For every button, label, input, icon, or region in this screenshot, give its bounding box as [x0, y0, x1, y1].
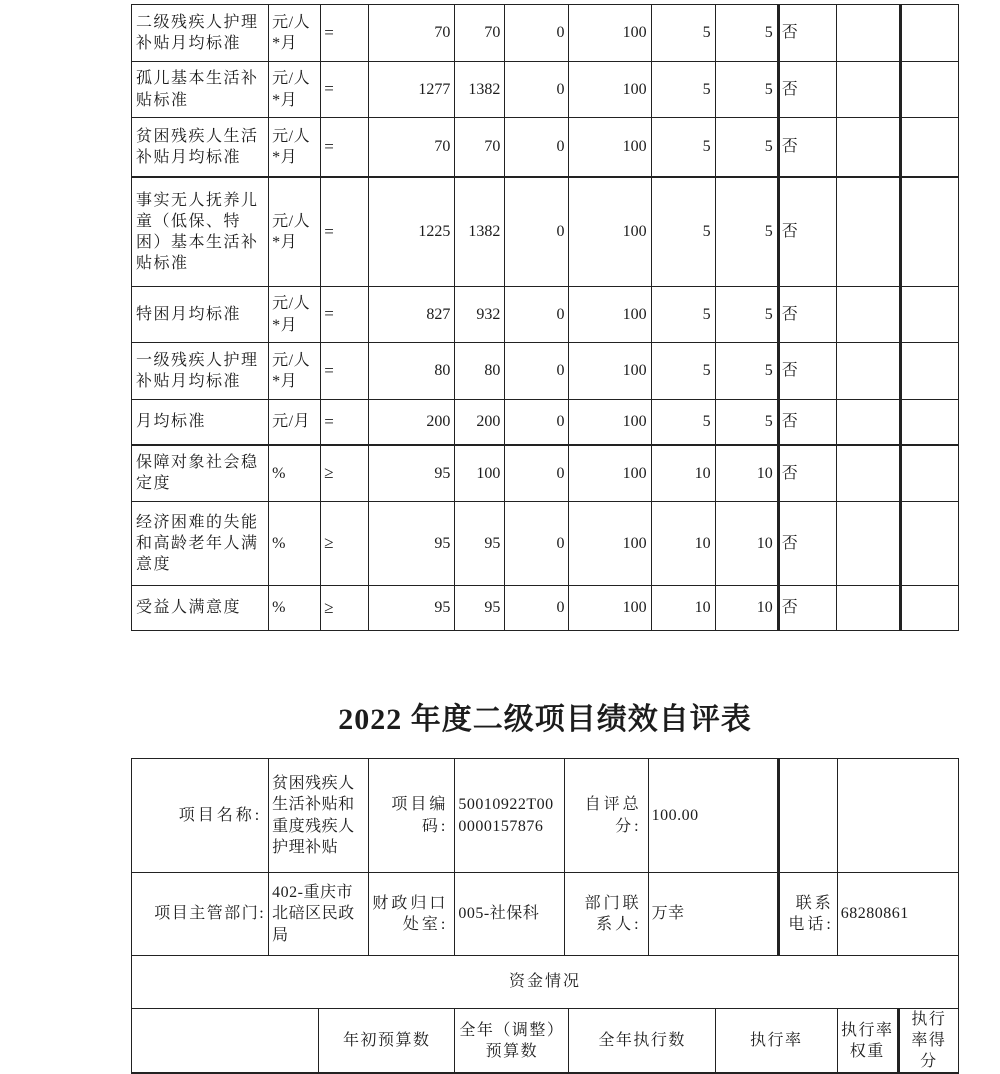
project-name-value: 贫困残疾人生活补贴和重度残疾人护理补贴 — [269, 759, 369, 873]
indicator-target-value: 1225 — [369, 177, 455, 287]
indicator-weight: 5 — [651, 287, 715, 343]
indicator-deviation: 0 — [505, 445, 569, 502]
indicator-completion-rate: 100 — [569, 287, 651, 343]
indicator-score: 5 — [715, 62, 778, 118]
empty-cell — [836, 118, 900, 177]
indicator-score: 5 — [715, 5, 778, 62]
indicator-weight: 5 — [651, 118, 715, 177]
project-name-row — [132, 759, 959, 873]
indicator-completion-rate: 100 — [569, 400, 651, 445]
indicator-name: 经济困难的失能和高龄老年人满意度 — [132, 502, 269, 586]
indicator-score: 10 — [715, 445, 778, 502]
indicator-score: 10 — [715, 586, 778, 631]
indicator-target-value: 1277 — [369, 62, 455, 118]
empty-cell — [836, 177, 900, 287]
indicator-row — [132, 343, 959, 400]
indicator-name: 事实无人抚养儿童（低保、特困）基本生活补贴标准 — [132, 177, 269, 287]
indicator-unit: 元/人*月 — [269, 177, 321, 287]
project-name-label: 项目名称: — [132, 759, 269, 873]
indicator-weight: 10 — [651, 445, 715, 502]
indicator-name: 受益人满意度 — [132, 586, 269, 631]
indicator-comparator: ≥ — [321, 445, 369, 502]
indicator-comparator: ≥ — [321, 586, 369, 631]
indicator-actual-value: 1382 — [455, 62, 505, 118]
indicator-deviation: 0 — [505, 343, 569, 400]
project-table — [131, 758, 959, 1074]
indicator-name: 贫困残疾人生活补贴月均标准 — [132, 118, 269, 177]
indicator-target-value: 827 — [369, 287, 455, 343]
page-title: 2022 年度二级项目绩效自评表 — [338, 703, 752, 736]
indicator-completion-rate: 100 — [569, 445, 651, 502]
indicator-target-value: 200 — [369, 400, 455, 445]
indicator-flag: 否 — [778, 400, 836, 445]
indicator-row — [132, 177, 959, 287]
indicator-unit: % — [269, 502, 321, 586]
indicator-table — [131, 4, 959, 631]
indicator-unit: 元/人*月 — [269, 287, 321, 343]
project-dept-row — [132, 873, 959, 956]
indicator-deviation: 0 — [505, 287, 569, 343]
indicator-row — [132, 502, 959, 586]
indicator-row — [132, 62, 959, 118]
indicator-row — [132, 5, 959, 62]
empty-cell — [836, 502, 900, 586]
indicator-comparator: = — [321, 400, 369, 445]
indicator-unit: % — [269, 586, 321, 631]
phone-value: 68280861 — [837, 873, 958, 956]
dept-label: 项目主管部门: — [132, 873, 269, 956]
empty-cell — [900, 445, 958, 502]
indicator-deviation: 0 — [505, 118, 569, 177]
empty-cell — [836, 343, 900, 400]
empty-cell — [900, 287, 958, 343]
indicator-flag: 否 — [778, 445, 836, 502]
indicator-unit: 元/人*月 — [269, 5, 321, 62]
indicator-target-value: 95 — [369, 586, 455, 631]
indicator-deviation: 0 — [505, 586, 569, 631]
self-score-value: 100.00 — [648, 759, 778, 873]
indicator-completion-rate: 100 — [569, 586, 651, 631]
indicator-actual-value: 70 — [455, 118, 505, 177]
fund-header-execution-rate-weight: 执行率权重 — [837, 1009, 898, 1074]
indicator-name: 二级残疾人护理补贴月均标准 — [132, 5, 269, 62]
indicator-flag: 否 — [778, 118, 836, 177]
indicator-target-value: 95 — [369, 502, 455, 586]
indicator-name: 孤儿基本生活补贴标准 — [132, 62, 269, 118]
indicator-actual-value: 1382 — [455, 177, 505, 287]
indicator-weight: 5 — [651, 400, 715, 445]
indicator-name: 保障对象社会稳定度 — [132, 445, 269, 502]
indicator-completion-rate: 100 — [569, 343, 651, 400]
indicator-unit: 元/人*月 — [269, 343, 321, 400]
indicator-comparator: = — [321, 5, 369, 62]
empty-cell — [837, 759, 958, 873]
indicator-actual-value: 70 — [455, 5, 505, 62]
indicator-flag: 否 — [778, 177, 836, 287]
indicator-completion-rate: 100 — [569, 502, 651, 586]
indicator-unit: 元/人*月 — [269, 62, 321, 118]
empty-cell — [900, 5, 958, 62]
empty-cell — [836, 400, 900, 445]
indicator-deviation: 0 — [505, 400, 569, 445]
indicator-score: 5 — [715, 343, 778, 400]
empty-cell — [132, 1009, 319, 1074]
indicator-unit: 元/月 — [269, 400, 321, 445]
project-code-label: 项目编码: — [369, 759, 455, 873]
finance-office-label: 财政归口处室: — [369, 873, 455, 956]
indicator-flag: 否 — [778, 62, 836, 118]
empty-cell — [836, 586, 900, 631]
indicator-row — [132, 400, 959, 445]
indicator-completion-rate: 100 — [569, 62, 651, 118]
funds-section-title: 资金情况 — [132, 956, 959, 1009]
empty-cell — [836, 62, 900, 118]
self-score-label: 自评总分: — [565, 759, 648, 873]
indicator-score: 5 — [715, 177, 778, 287]
indicator-deviation: 0 — [505, 5, 569, 62]
indicator-unit: % — [269, 445, 321, 502]
empty-cell — [900, 400, 958, 445]
indicator-name: 月均标准 — [132, 400, 269, 445]
indicator-score: 5 — [715, 118, 778, 177]
contact-label: 部门联系人: — [565, 873, 648, 956]
indicator-comparator: = — [321, 62, 369, 118]
indicator-target-value: 70 — [369, 5, 455, 62]
indicator-score: 10 — [715, 502, 778, 586]
indicator-row — [132, 445, 959, 502]
indicator-completion-rate: 100 — [569, 5, 651, 62]
contact-value: 万幸 — [648, 873, 778, 956]
indicator-target-value: 80 — [369, 343, 455, 400]
dept-value: 402-重庆市北碚区民政局 — [269, 873, 369, 956]
empty-cell — [836, 445, 900, 502]
indicator-deviation: 0 — [505, 177, 569, 287]
indicator-completion-rate: 100 — [569, 118, 651, 177]
empty-cell — [900, 177, 958, 287]
indicator-weight: 5 — [651, 343, 715, 400]
indicator-weight: 10 — [651, 586, 715, 631]
indicator-actual-value: 100 — [455, 445, 505, 502]
empty-cell — [836, 5, 900, 62]
empty-cell — [900, 118, 958, 177]
indicator-target-value: 95 — [369, 445, 455, 502]
funds-header-row — [132, 1009, 959, 1074]
indicator-unit: 元/人*月 — [269, 118, 321, 177]
empty-cell — [900, 343, 958, 400]
indicator-row — [132, 287, 959, 343]
indicator-actual-value: 200 — [455, 400, 505, 445]
indicator-flag: 否 — [778, 502, 836, 586]
fund-header-execution-rate-score: 执行率得分 — [898, 1009, 958, 1074]
funds-section-row — [132, 956, 959, 1009]
indicator-target-value: 70 — [369, 118, 455, 177]
indicator-deviation: 0 — [505, 502, 569, 586]
indicator-actual-value: 95 — [455, 586, 505, 631]
finance-office-value: 005-社保科 — [455, 873, 565, 956]
indicator-row — [132, 118, 959, 177]
indicator-actual-value: 80 — [455, 343, 505, 400]
indicator-comparator: = — [321, 287, 369, 343]
indicator-deviation: 0 — [505, 62, 569, 118]
indicator-comparator: = — [321, 177, 369, 287]
indicator-weight: 5 — [651, 5, 715, 62]
indicator-weight: 5 — [651, 177, 715, 287]
indicator-score: 5 — [715, 287, 778, 343]
indicator-completion-rate: 100 — [569, 177, 651, 287]
project-code-value: 50010922T000000157876 — [455, 759, 565, 873]
indicator-name: 特困月均标准 — [132, 287, 269, 343]
indicator-flag: 否 — [778, 287, 836, 343]
indicator-actual-value: 932 — [455, 287, 505, 343]
indicator-row — [132, 586, 959, 631]
indicator-comparator: = — [321, 343, 369, 400]
phone-label: 联系电话: — [778, 873, 837, 956]
empty-cell — [778, 759, 837, 873]
empty-cell — [836, 287, 900, 343]
indicator-comparator: ≥ — [321, 502, 369, 586]
indicator-flag: 否 — [778, 5, 836, 62]
indicator-score: 5 — [715, 400, 778, 445]
empty-cell — [900, 586, 958, 631]
indicator-actual-value: 95 — [455, 502, 505, 586]
fund-header-annual-execution: 全年执行数 — [569, 1009, 715, 1074]
fund-header-execution-rate: 执行率 — [715, 1009, 837, 1074]
indicator-flag: 否 — [778, 343, 836, 400]
indicator-weight: 10 — [651, 502, 715, 586]
indicator-weight: 5 — [651, 62, 715, 118]
indicator-comparator: = — [321, 118, 369, 177]
empty-cell — [900, 62, 958, 118]
indicator-flag: 否 — [778, 586, 836, 631]
fund-header-initial-budget: 年初预算数 — [319, 1009, 455, 1074]
empty-cell — [900, 502, 958, 586]
indicator-name: 一级残疾人护理补贴月均标准 — [132, 343, 269, 400]
fund-header-adjusted-budget: 全年（调整）预算数 — [455, 1009, 569, 1074]
